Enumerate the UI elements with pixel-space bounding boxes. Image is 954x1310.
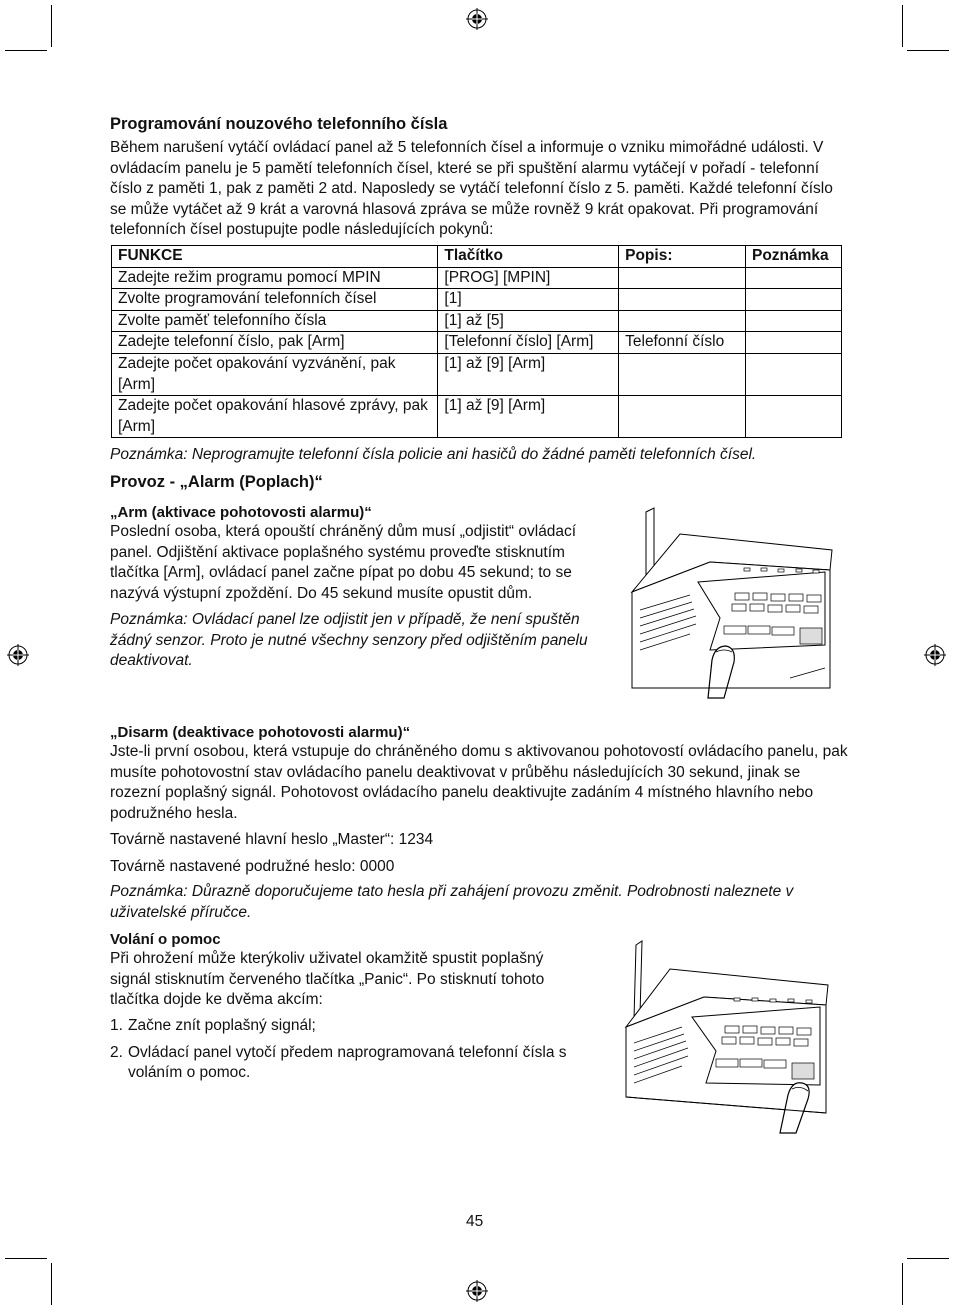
table-cell: [745, 310, 841, 332]
sub-password-text: Továrně nastavené podružné heslo: 0000: [110, 858, 395, 875]
table-row: [112, 396, 842, 438]
table-header-cell: Popis:: [619, 246, 746, 268]
table-cell: Telefonní číslo: [619, 332, 746, 354]
disarm-paragraph: Jste-li první osobou, která vstupuje do chráněného domu s aktivovanou pohotovostí ovládacího panelu, pak musíte pohotovostní stav ovládacího panelu deaktivovat v průběhu následujících 30 sekund, jinak se rozezní poplašný signál. Pohotovost ovládacího panelu deaktivujte zadáním 4 místného hlavního nebo podružného hesla.: [110, 743, 848, 822]
list-item-text: Začne znít poplašný signál;: [128, 1017, 316, 1034]
table-cell: [619, 396, 746, 438]
table-cell: Zvolte paměť telefonního čísla: [112, 310, 438, 332]
table-header-row: [112, 246, 842, 268]
disarm-note: Poznámka: Důrazně doporučujeme tato hesla při zahájení provozu změnit. Podrobnosti naleznete v uživatelské příručce.: [110, 883, 794, 921]
table-cell: Zadejte počet opakování vyzvánění, pak [Arm]: [112, 353, 438, 395]
table-cell: [PROG] [MPIN]: [438, 267, 619, 289]
list-item-number: 1.: [110, 1017, 123, 1034]
control-panel-panic-illustration: [620, 935, 835, 1135]
table-cell: [745, 289, 841, 311]
crop-mark: [902, 5, 903, 47]
crop-mark: [907, 50, 949, 51]
table-header-cell: Tlačítko: [438, 246, 619, 268]
disarm-subtitle: „Disarm (deaktivace pohotovosti alarmu)“: [110, 724, 411, 741]
crop-mark: [51, 1263, 52, 1305]
intro-paragraph: Během narušení vytáčí ovládací panel až 5 telefonních čísel a informuje o vzniku mimořádné události. V ovládacím panelu je 5 pamětí telefonních čísel, které se při spuštění alarmu vytáčejí v pořadí - telefonní číslo z paměti 1, pak z paměti 2 atd. Naposledy se vytáčí telefonní číslo z 5. paměti. Každé telefonní číslo se může vytáčet až 9 krát a varovná hlasová zpráva se může rovněž 9 krát opakovat. Při programování telefonních čísel postupujte podle následujících pokynů:: [110, 139, 833, 239]
table-cell: [1] až [9] [Arm]: [438, 396, 619, 438]
crop-mark: [51, 5, 52, 47]
table-header-cell: Poznámka: [745, 246, 841, 268]
programming-table: [111, 245, 842, 438]
list-item: [110, 1016, 600, 1037]
crop-mark: [907, 1258, 949, 1259]
list-item-number: 2.: [110, 1043, 123, 1061]
note-emergency-numbers: Poznámka: Neprogramujte telefonní čísla policie ani hasičů do žádné paměti telefonních čísel.: [110, 446, 757, 463]
table-cell: [619, 353, 746, 395]
table-cell: [745, 353, 841, 395]
table-row: [112, 289, 842, 311]
crop-mark: [5, 50, 47, 51]
table-cell: [745, 332, 841, 354]
table-row: [112, 310, 842, 332]
crop-mark: [5, 1258, 47, 1259]
table-cell: Zadejte režim programu pomocí MPIN: [112, 267, 438, 289]
table-cell: [619, 310, 746, 332]
section-title-emergency-numbers: Programování nouzového telefonního čísla: [110, 115, 448, 133]
arm-note: Poznámka: Ovládací panel lze odjistit jen v případě, že není spuštěn žádný senzor. Proto je nutné všechny senzory před odjištěním panelu deaktivovat.: [110, 611, 588, 670]
help-paragraph: Při ohrožení může kterýkoliv uživatel okamžitě spustit poplašný signál stisknutím červeného tlačítka „Panic“. Po stisknutí tohoto tlačítka dojde ke dvěma akcím:: [110, 950, 545, 1009]
table-cell: Zvolte programování telefonních čísel: [112, 289, 438, 311]
registration-mark-icon: [924, 644, 946, 666]
table-cell: [745, 267, 841, 289]
arm-subtitle: „Arm (aktivace pohotovosti alarmu)“: [110, 504, 372, 521]
section-title-alarm: Provoz - „Alarm (Poplach)“: [110, 473, 323, 491]
page-number: 45: [466, 1213, 484, 1230]
help-subtitle: Volání o pomoc: [110, 931, 221, 948]
list-item-text: Ovládací panel vytočí předem naprogramovaná telefonní čísla s voláním o pomoc.: [128, 1043, 567, 1082]
crop-mark: [902, 1263, 903, 1305]
table-row: [112, 332, 842, 354]
table-cell: [Telefonní číslo] [Arm]: [438, 332, 619, 354]
table-cell: Zadejte telefonní číslo, pak [Arm]: [112, 332, 438, 354]
table-header-cell: FUNKCE: [112, 246, 438, 268]
arm-paragraph: Poslední osoba, která opouští chráněný dům musí „odjistit“ ovládací panel. Odjištění aktivace poplašného systému proveďte stisknutím tlačítka [Arm], ovládací panel začne pípat po dobu 45 sekund; to se nazývá výstupní zpoždění. Do 45 sekund musíte opustit dům.: [110, 523, 577, 602]
help-steps-list: [110, 1016, 600, 1084]
registration-mark-icon: [466, 8, 488, 30]
registration-mark-icon: [466, 1280, 488, 1302]
table-cell: [1] až [5]: [438, 310, 619, 332]
table-cell: [619, 267, 746, 289]
table-row: [112, 267, 842, 289]
registration-mark-icon: [7, 644, 29, 666]
table-cell: Zadejte počet opakování hlasové zprávy, pak [Arm]: [112, 396, 438, 438]
list-item: [110, 1043, 600, 1084]
control-panel-arm-illustration: [620, 500, 845, 700]
table-cell: [1]: [438, 289, 619, 311]
table-cell: [619, 289, 746, 311]
table-cell: [1] až [9] [Arm]: [438, 353, 619, 395]
table-cell: [745, 396, 841, 438]
master-password-text: Továrně nastavené hlavní heslo „Master“: 1234: [110, 831, 434, 848]
table-row: [112, 353, 842, 395]
